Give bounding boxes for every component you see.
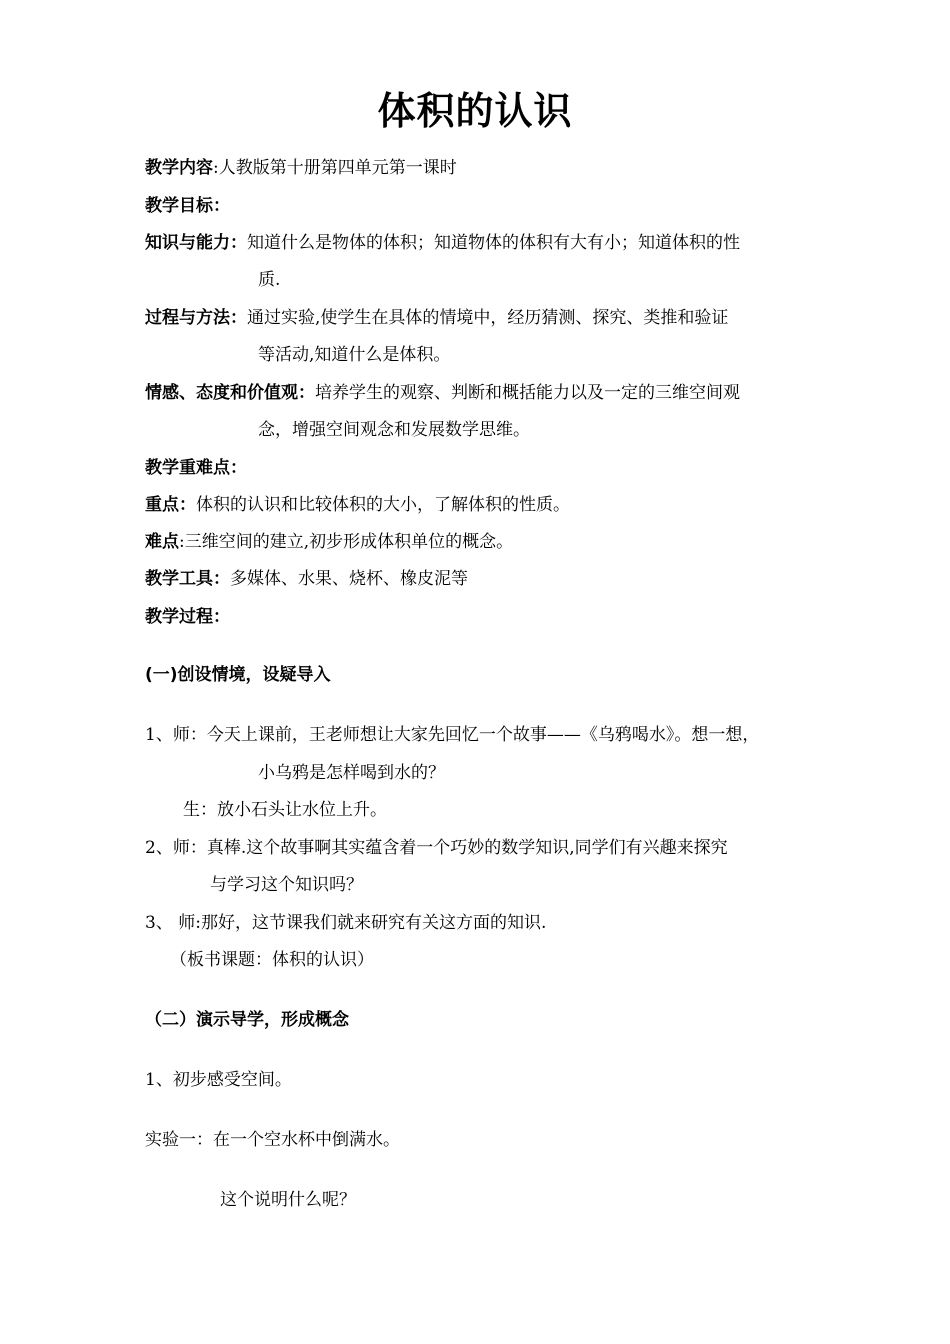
teaching-tools-line <box>145 567 468 591</box>
section-2-question: 这个说明什么呢？ <box>220 1190 356 1210</box>
process-method-text-1: 通过实验,使学生在具体的情境中，经历猜测、探究、类推和验证 <box>247 308 729 328</box>
teaching-tools-text: 多媒体、水果、烧杯、橡皮泥等 <box>230 569 468 589</box>
emotion-text-1: 培养学生的观察、判断和概括能力以及一定的三维空间观 <box>315 383 740 403</box>
section-1-item-2-cont: 与学习这个知识吗？ <box>210 875 363 895</box>
knowledge-text-1: 知道什么是物体的体积；知道物体的体积有大有小；知道体积的性 <box>247 233 740 253</box>
section-1-student-answer: 生：放小石头让水位上升。 <box>183 800 387 820</box>
difficult-point-text: :三维空间的建立,初步形成体积单位的概念。 <box>179 532 514 552</box>
process-method-line-1 <box>145 306 728 330</box>
knowledge-label: 知识与能力： <box>145 233 247 253</box>
section-2-heading: （二）演示导学，形成概念 <box>145 1010 349 1030</box>
process-method-text-2: 等活动,知道什么是体积。 <box>258 345 451 365</box>
knowledge-line-1 <box>145 231 740 255</box>
section-1-item-1: 1、师：今天上课前，王老师想让大家先回忆一个故事——《乌鸦喝水》。想一想， <box>145 725 760 745</box>
section-2-item-1: 1、初步感受空间。 <box>145 1070 292 1090</box>
teaching-tools-label: 教学工具： <box>145 569 230 589</box>
teaching-process-label: 教学过程： <box>145 607 230 627</box>
document-title: 体积的认识 <box>377 89 573 133</box>
section-2-experiment-1: 实验一：在一个空水杯中倒满水。 <box>145 1130 400 1150</box>
knowledge-text-2: 质. <box>258 270 281 290</box>
key-point-label: 重点： <box>145 495 196 515</box>
process-method-label: 过程与方法： <box>145 308 247 328</box>
section-1-heading: (一)创设情境，设疑导入 <box>145 665 331 685</box>
teaching-content-value: 人教版第十册第四单元第一课时 <box>218 158 457 178</box>
section-1-item-2: 2、师：真棒.这个故事啊其实蕴含着一个巧妙的数学知识,同学们有兴趣来探究 <box>145 838 728 858</box>
emotion-label: 情感、态度和价值观： <box>145 383 315 403</box>
teaching-content-line <box>145 156 457 180</box>
difficult-point-line <box>145 530 513 554</box>
key-point-text: 体积的认识和比较体积的大小，了解体积的性质。 <box>196 495 570 515</box>
key-point-line <box>145 493 570 517</box>
section-1-item-1-cont: 小乌鸦是怎样喝到水的？ <box>258 763 445 783</box>
emotion-line-1 <box>145 381 740 405</box>
key-difficult-label: 教学重难点： <box>145 458 247 478</box>
difficult-point-label: 难点 <box>145 532 179 552</box>
teaching-goals-label: 教学目标： <box>145 196 230 216</box>
teaching-content-label: 教学内容 <box>145 158 213 178</box>
section-1-board-title: （板书课题：体积的认识） <box>170 950 374 970</box>
section-1-item-3: 3、 师:那好，这节课我们就来研究有关这方面的知识. <box>145 913 547 933</box>
teaching-content-sep: : <box>213 158 219 178</box>
emotion-text-2: 念，增强空间观念和发展数学思维。 <box>258 420 530 440</box>
